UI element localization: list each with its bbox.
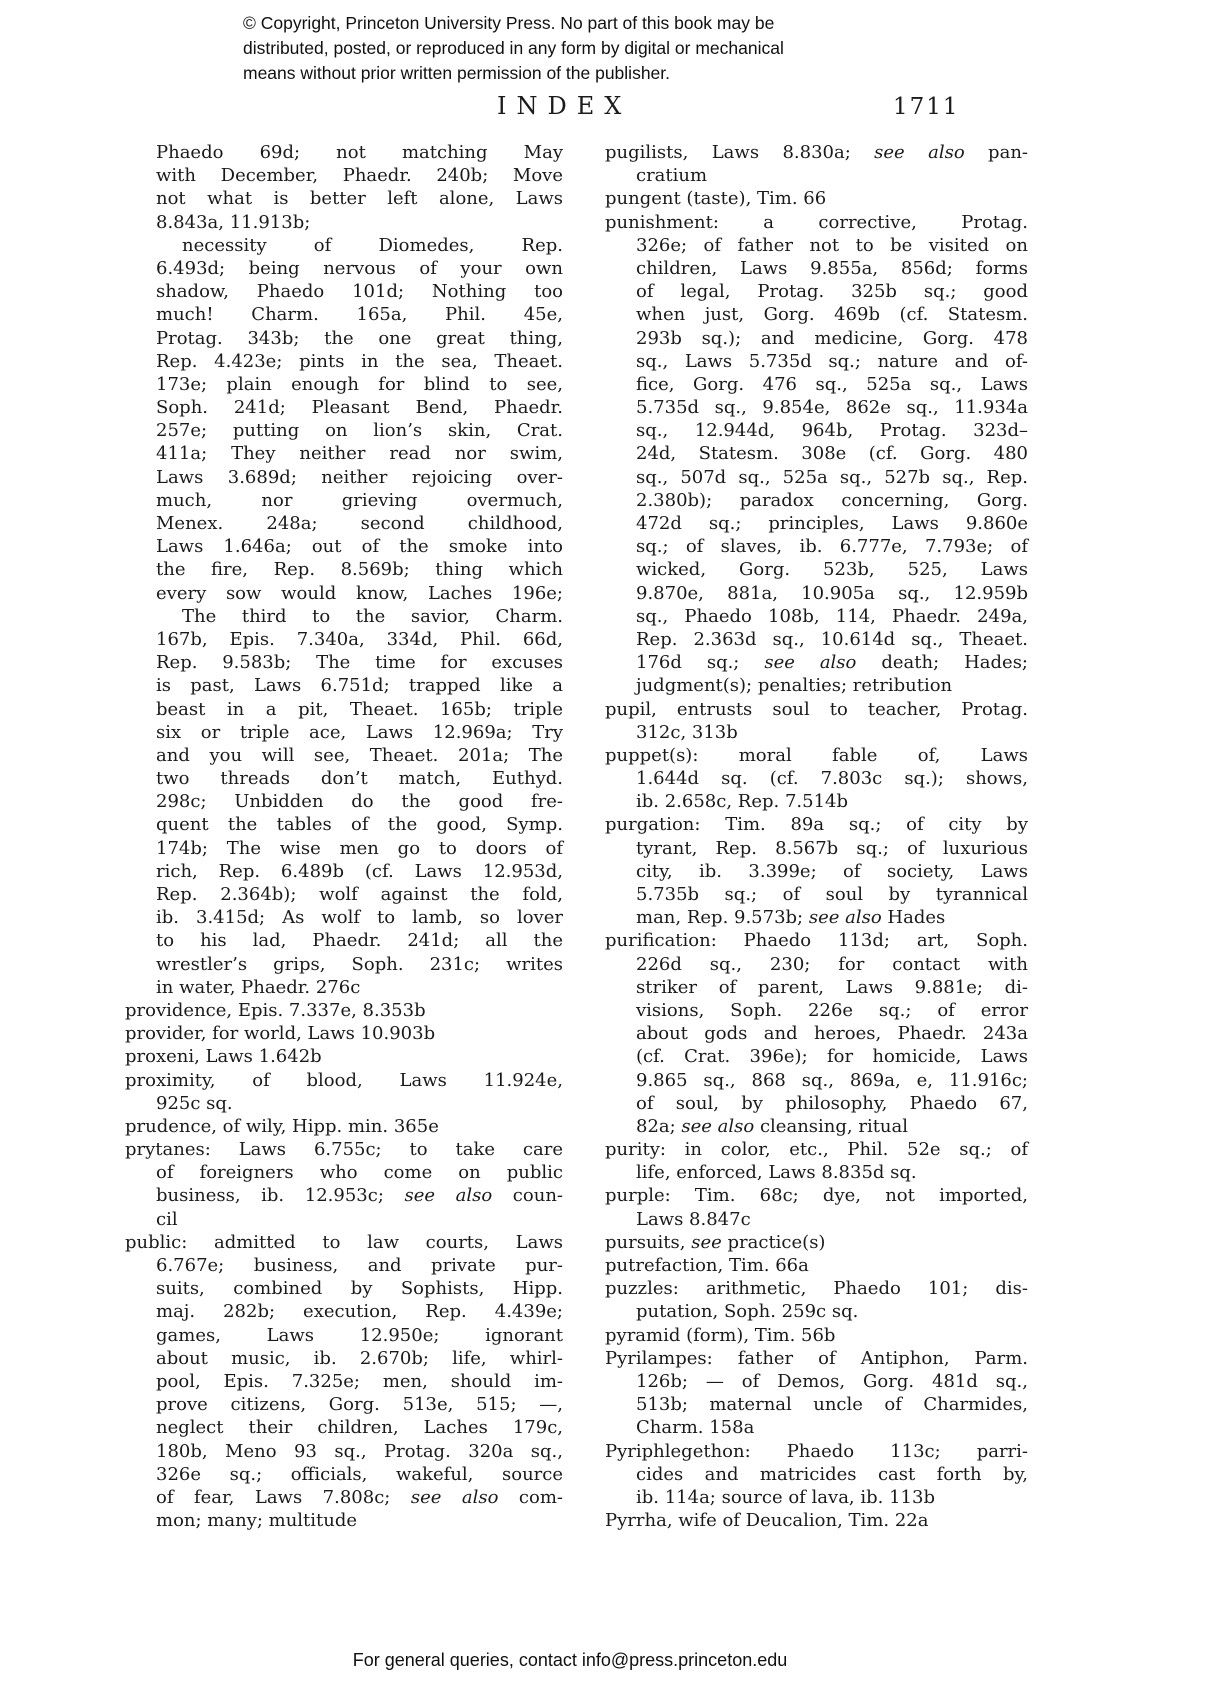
index-line: Pyrilampes: father of Antiphon, Parm. <box>605 1347 1028 1369</box>
index-line: 176d sq.; see also death; Hades; <box>636 652 1028 674</box>
index-line: punishment: a corrective, Protag. <box>605 211 1028 233</box>
page-footer <box>0 1650 1140 1671</box>
index-line: pugilists, Laws 8.830a; see also pan- <box>605 142 1028 163</box>
index-line: purple: Tim. 68c; dye, not imported, <box>605 1185 1028 1207</box>
index-line: 226d sq., 230; for contact with <box>636 953 1028 975</box>
index-line: Rep. 9.583b; The time for excuses <box>156 652 563 674</box>
index-line: putation, Soph. 259c sq. <box>636 1301 859 1323</box>
index-line: purity: in color, etc., Phil. 52e sq.; of <box>605 1139 1028 1161</box>
copyright-line: means without prior written permission of the publisher. <box>243 63 671 83</box>
index-line: 2.380b); paradox concerning, Gorg. <box>636 489 1028 511</box>
index-line: providence, Epis. 7.337e, 8.353b <box>125 999 426 1021</box>
index-line: Pyrrha, wife of Deucalion, Tim. 22a <box>605 1510 929 1532</box>
index-line: suits, combined by Sophists, Hipp. <box>156 1278 563 1300</box>
index-line: city, ib. 3.399e; of society, Laws <box>636 860 1028 882</box>
index-title: INDEX <box>497 92 632 120</box>
index-line: much! Charm. 165a, Phil. 45e, <box>156 304 563 326</box>
index-line: every sow would know, Laches 196e; <box>156 582 563 604</box>
copyright-line: distributed, posted, or reproduced in any form by digital or mechanical <box>243 38 784 58</box>
index-line: pupil, entrusts soul to teacher, Protag. <box>605 698 1028 720</box>
index-line: of soul, by philosophy, Phaedo 67, <box>636 1092 1028 1114</box>
index-line: Phaedo 69d; not matching May <box>156 142 563 163</box>
index-line: 24d, Statesm. 308e (cf. Gorg. 480 <box>636 443 1028 465</box>
index-line: The third to the savior, Charm. <box>182 605 563 627</box>
index-line: mon; many; multitude <box>156 1510 358 1532</box>
index-line: Pyriphlegethon: Phaedo 113c; parri- <box>605 1440 1028 1462</box>
index-line: proxeni, Laws 1.642b <box>125 1046 322 1068</box>
index-line: purification: Phaedo 113d; art, Soph. <box>605 930 1028 952</box>
index-line: 293b sq.); and medicine, Gorg. 478 <box>636 327 1028 349</box>
index-line: cides and matricides cast forth by, <box>636 1463 1028 1485</box>
index-line: 257e; putting on lion’s skin, Crat. <box>156 420 563 442</box>
index-line: ib. 3.415d; As wolf to lamb, so lover <box>156 907 563 929</box>
index-line: cratium <box>636 165 708 187</box>
index-line: the fire, Rep. 8.569b; thing which <box>156 559 563 581</box>
index-line: man, Rep. 9.573b; see also Hades <box>636 907 946 929</box>
index-line: 5.735d sq., 9.854e, 862e sq., 11.934a <box>636 397 1028 419</box>
index-line: Rep. 2.364b); wolf against the fold, <box>156 884 563 905</box>
index-line: Menex. 248a; second childhood, <box>156 513 563 534</box>
index-line: maj. 282b; execution, Rep. 4.439e; <box>156 1301 563 1323</box>
index-line: Rep. 4.423e; pints in the sea, Theaet. <box>156 350 563 372</box>
index-line: judgment(s); penalties; retribution <box>636 675 953 697</box>
index-line: fice, Gorg. 476 sq., 525a sq., Laws <box>636 373 1028 395</box>
index-line: Protag. 343b; the one great thing, <box>156 327 563 349</box>
index-line: 126b; — of Demos, Gorg. 481d sq., <box>636 1370 1028 1392</box>
index-line: neglect their children, Laches 179c, <box>156 1417 563 1439</box>
index-line: life, enforced, Laws 8.835d sq. <box>636 1162 917 1184</box>
index-line: pursuits, see practice(s) <box>605 1231 826 1253</box>
index-line: sq., Phaedo 108b, 114, Phaedr. 249a, <box>636 605 1028 627</box>
index-line: necessity of Diomedes, Rep. <box>182 234 563 256</box>
index-line: 513b; maternal uncle of Charmides, <box>636 1394 1028 1416</box>
index-line: rich, Rep. 6.489b (cf. Laws 12.953d, <box>156 860 563 882</box>
index-line: 411a; They neither read nor swim, <box>156 443 563 465</box>
index-line: visions, Soph. 226e sq.; of error <box>636 999 1028 1021</box>
index-line: sq., Laws 5.735d sq.; nature and of- <box>636 350 1028 372</box>
index-line: 326e sq.; officials, wakeful, source <box>156 1463 563 1485</box>
copyright-notice <box>243 11 943 86</box>
index-line: public: admitted to law courts, Laws <box>125 1231 563 1253</box>
index-line: sq., 507d sq., 525a sq., 527b sq., Rep. <box>636 466 1028 488</box>
index-line: 925c sq. <box>156 1092 233 1114</box>
index-line: pungent (taste), Tim. 66 <box>605 188 827 210</box>
index-line: 167b, Epis. 7.340a, 334d, Phil. 66d, <box>156 628 563 650</box>
index-line: games, Laws 12.950e; ignorant <box>156 1324 563 1346</box>
index-line: prove citizens, Gorg. 513e, 515; —, <box>156 1394 563 1416</box>
index-line: Charm. 158a <box>636 1417 755 1439</box>
index-line: much, nor grieving overmuch, <box>156 489 563 511</box>
index-line: shadow, Phaedo 101d; Nothing too <box>156 281 563 303</box>
index-line: puzzles: arithmetic, Phaedo 101; dis- <box>605 1278 1028 1300</box>
footer-text: For general queries, contact info@press.princeton.edu <box>352 1650 788 1670</box>
index-line: 6.767e; business, and private pur- <box>156 1255 563 1276</box>
index-line: (cf. Crat. 396e); for homicide, Laws <box>636 1046 1028 1068</box>
index-line: 1.644d sq. (cf. 7.803c sq.); shows, <box>636 768 1028 790</box>
index-line: provider, for world, Laws 10.903b <box>125 1023 436 1045</box>
index-line: six or triple ace, Laws 12.969a; Try <box>156 721 563 743</box>
index-line: 9.865 sq., 868 sq., 869a, e, 11.916c; <box>636 1069 1028 1091</box>
index-line: of legal, Protag. 325b sq.; good <box>636 281 1028 303</box>
index-line: with December, Phaedr. 240b; Move <box>156 165 563 187</box>
index-line: beast in a pit, Theaet. 165b; triple <box>156 698 563 720</box>
index-line: 472d sq.; principles, Laws 9.860e <box>636 513 1028 534</box>
index-line: Soph. 241d; Pleasant Bend, Phaedr. <box>156 397 563 419</box>
index-line: to his lad, Phaedr. 241d; all the <box>156 930 563 952</box>
index-line: 326e; of father not to be visited on <box>636 234 1028 256</box>
index-line: 298c; Unbidden do the good fre- <box>156 791 563 813</box>
index-line: wrestler’s grips, Soph. 231c; writes <box>156 953 563 975</box>
index-line: Laws 3.689d; neither rejoicing over- <box>156 466 563 488</box>
index-line: of foreigners who come on public <box>156 1162 563 1184</box>
index-line: sq., 12.944d, 964b, Protag. 323d– <box>636 420 1028 442</box>
index-line: 9.870e, 881a, 10.905a sq., 12.959b <box>636 582 1028 604</box>
index-column-right <box>605 141 1028 1532</box>
index-line: quent the tables of the good, Symp. <box>156 814 563 836</box>
index-columns <box>125 141 1028 1532</box>
index-line: 6.493d; being nervous of your own <box>156 257 563 279</box>
index-line: about gods and heroes, Phaedr. 243a <box>636 1023 1028 1045</box>
index-line: Rep. 2.363d sq., 10.614d sq., Theaet. <box>636 628 1028 650</box>
index-line: cil <box>156 1208 178 1230</box>
index-line: Laws 8.847c <box>636 1208 751 1230</box>
index-line: putrefaction, Tim. 66a <box>605 1255 809 1276</box>
index-line: purgation: Tim. 89a sq.; of city by <box>605 814 1028 836</box>
index-line: sq.; of slaves, ib. 6.777e, 7.793e; of <box>636 536 1028 558</box>
index-line: puppet(s): moral fable of, Laws <box>605 744 1028 766</box>
index-line: striker of parent, Laws 9.881e; di- <box>636 976 1028 998</box>
index-line: ib. 2.658c, Rep. 7.514b <box>636 791 849 813</box>
index-line: when just, Gorg. 469b (cf. Statesm. <box>636 304 1028 326</box>
index-line: and you will see, Theaet. 201a; The <box>156 744 563 766</box>
index-line: about music, ib. 2.670b; life, whirl- <box>156 1347 563 1369</box>
index-line: 8.843a, 11.913b; <box>156 211 311 233</box>
index-line: 5.735b sq.; of soul by tyrannical <box>636 884 1028 905</box>
index-line: in water, Phaedr. 276c <box>156 976 361 998</box>
page-number: 1711 <box>893 94 960 120</box>
index-line: pool, Epis. 7.325e; men, should im- <box>156 1370 563 1392</box>
index-line: is past, Laws 6.751d; trapped like a <box>156 675 563 697</box>
index-line: 82a; see also cleansing, ritual <box>636 1115 909 1137</box>
index-line: wicked, Gorg. 523b, 525, Laws <box>636 559 1028 581</box>
index-line: 180b, Meno 93 sq., Protag. 320a sq., <box>156 1440 563 1462</box>
index-column-left <box>125 141 563 1532</box>
index-line: Laws 1.646a; out of the smoke into <box>156 536 563 558</box>
index-line: 174b; The wise men go to doors of <box>156 837 563 859</box>
index-line: pyramid (form), Tim. 56b <box>605 1324 836 1346</box>
index-line: ib. 114a; source of lava, ib. 113b <box>636 1486 935 1508</box>
index-line: prudence, of wily, Hipp. min. 365e <box>125 1115 439 1137</box>
index-line: 312c, 313b <box>636 721 738 743</box>
index-line: two threads don’t match, Euthyd. <box>156 768 563 790</box>
index-line: not what is better left alone, Laws <box>156 188 563 210</box>
index-line: proximity, of blood, Laws 11.924e, <box>125 1069 563 1091</box>
index-line: 173e; plain enough for blind to see, <box>156 373 563 395</box>
index-line: prytanes: Laws 6.755c; to take care <box>125 1139 563 1161</box>
index-line: business, ib. 12.953c; see also coun- <box>156 1185 563 1207</box>
copyright-line: © Copyright, Princeton University Press. No part of this book may be <box>243 13 775 33</box>
index-line: tyrant, Rep. 8.567b sq.; of luxurious <box>636 837 1028 859</box>
index-line: of fear, Laws 7.808c; see also com- <box>156 1486 563 1508</box>
index-line: children, Laws 9.855a, 856d; forms <box>636 257 1028 279</box>
